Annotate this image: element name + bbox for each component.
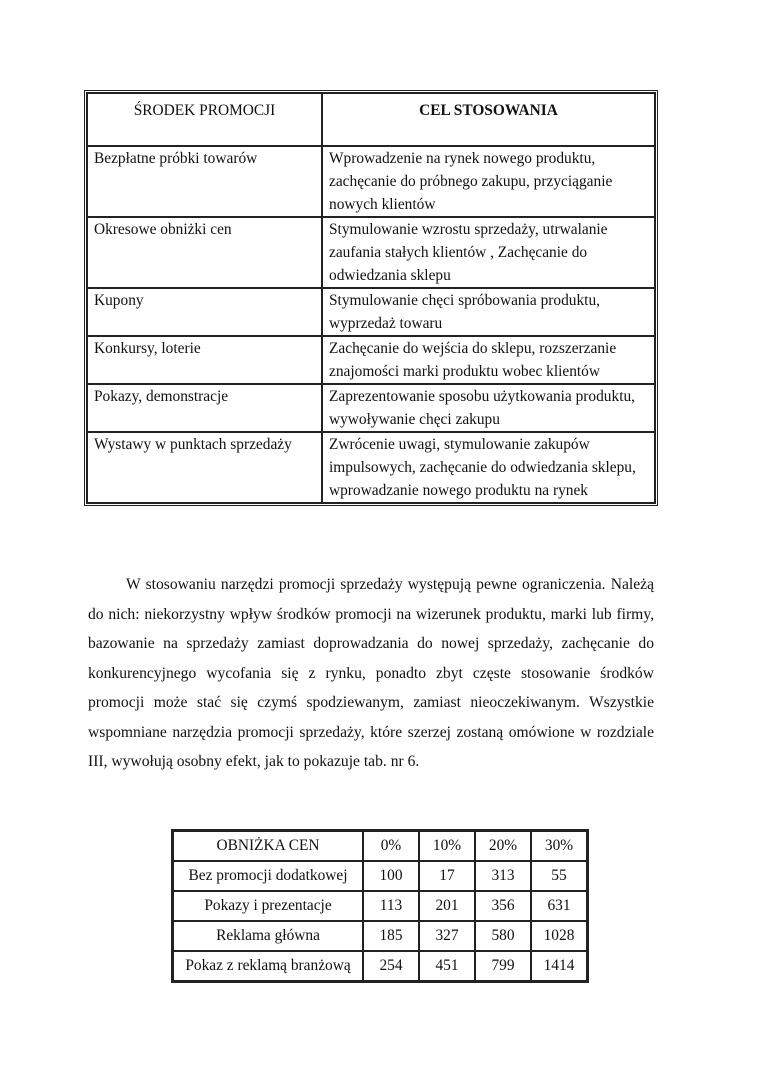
- goal-cell: Zaprezentowanie sposobu użytkowania produktu, wywoływanie chęci zakupu: [322, 384, 655, 432]
- value-cell: 1028: [531, 921, 587, 951]
- discount-effect-table: [171, 829, 589, 983]
- header-cell: CEL STOSOWANIA: [322, 93, 655, 146]
- value-cell: 1414: [531, 951, 587, 981]
- means-cell: Kupony: [87, 288, 322, 336]
- row-label-cell: Bez promocji dodatkowej: [173, 861, 363, 891]
- table-row: [173, 891, 587, 921]
- body-paragraph: [88, 570, 654, 777]
- row-label-cell: Reklama główna: [173, 921, 363, 951]
- table-row: [87, 384, 655, 432]
- header-cell: ŚRODEK PROMOCJI: [87, 93, 322, 146]
- means-cell: Konkursy, loterie: [87, 336, 322, 384]
- table-row: [173, 921, 587, 951]
- table-row: [173, 951, 587, 981]
- table-row: [173, 861, 587, 891]
- table-header-row: [173, 831, 587, 861]
- header-cell: 10%: [419, 831, 475, 861]
- value-cell: 254: [363, 951, 419, 981]
- value-cell: 356: [475, 891, 531, 921]
- value-cell: 113: [363, 891, 419, 921]
- goal-cell: Zachęcanie do wejścia do sklepu, rozszerzanie znajomości marki produktu wobec klientów: [322, 336, 655, 384]
- value-cell: 799: [475, 951, 531, 981]
- value-cell: 185: [363, 921, 419, 951]
- header-cell: OBNIŻKA CEN: [173, 831, 363, 861]
- header-cell: 0%: [363, 831, 419, 861]
- table-row: [87, 432, 655, 503]
- paragraph-text: W stosowaniu narzędzi promocji sprzedaży występują pewne ograniczenia. Należą do nich: niekorzystny wpływ środków promocji na wizerunek produktu, marki lub firmy, bazowanie na sprzedaży zamiast doprowadzania do nowej sprzedaży, zachęcanie do konkurencyjnego wycofania się z rynku, ponadto zbyt częste stosowanie środków promocji może stać się czymś spodziewanym, zamiast nieoczekiwanym. Wszystkie wspomniane narzędzia promocji sprzedaży, które szerzej zostaną omówione w rozdziale III, wywołują osobny efekt, jak to pokazuje tab. nr 6.: [88, 576, 654, 770]
- means-cell: Bezpłatne próbki towarów: [87, 146, 322, 217]
- value-cell: 100: [363, 861, 419, 891]
- goal-cell: Wprowadzenie na rynek nowego produktu, zachęcanie do próbnego zakupu, przyciąganie nowych klientów: [322, 146, 655, 217]
- value-cell: 55: [531, 861, 587, 891]
- value-cell: 631: [531, 891, 587, 921]
- table-row: [87, 336, 655, 384]
- goal-cell: Zwrócenie uwagi, stymulowanie zakupów impulsowych, zachęcanie do odwiedzania sklepu, wprowadzanie nowego produktu na rynek: [322, 432, 655, 503]
- value-cell: 327: [419, 921, 475, 951]
- means-cell: Wystawy w punktach sprzedaży: [87, 432, 322, 503]
- table-row: [87, 217, 655, 288]
- table-row: [87, 288, 655, 336]
- header-cell: 30%: [531, 831, 587, 861]
- means-cell: Pokazy, demonstracje: [87, 384, 322, 432]
- promotion-means-table: [84, 90, 658, 506]
- means-cell: Okresowe obniżki cen: [87, 217, 322, 288]
- header-cell: 20%: [475, 831, 531, 861]
- value-cell: 201: [419, 891, 475, 921]
- value-cell: 313: [475, 861, 531, 891]
- value-cell: 451: [419, 951, 475, 981]
- value-cell: 580: [475, 921, 531, 951]
- table-header-row: [87, 93, 655, 146]
- row-label-cell: Pokaz z reklamą branżową: [173, 951, 363, 981]
- value-cell: 17: [419, 861, 475, 891]
- goal-cell: Stymulowanie chęci spróbowania produktu, wyprzedaż towaru: [322, 288, 655, 336]
- row-label-cell: Pokazy i prezentacje: [173, 891, 363, 921]
- table-row: [87, 146, 655, 217]
- goal-cell: Stymulowanie wzrostu sprzedaży, utrwalanie zaufania stałych klientów , Zachęcanie do odwiedzania sklepu: [322, 217, 655, 288]
